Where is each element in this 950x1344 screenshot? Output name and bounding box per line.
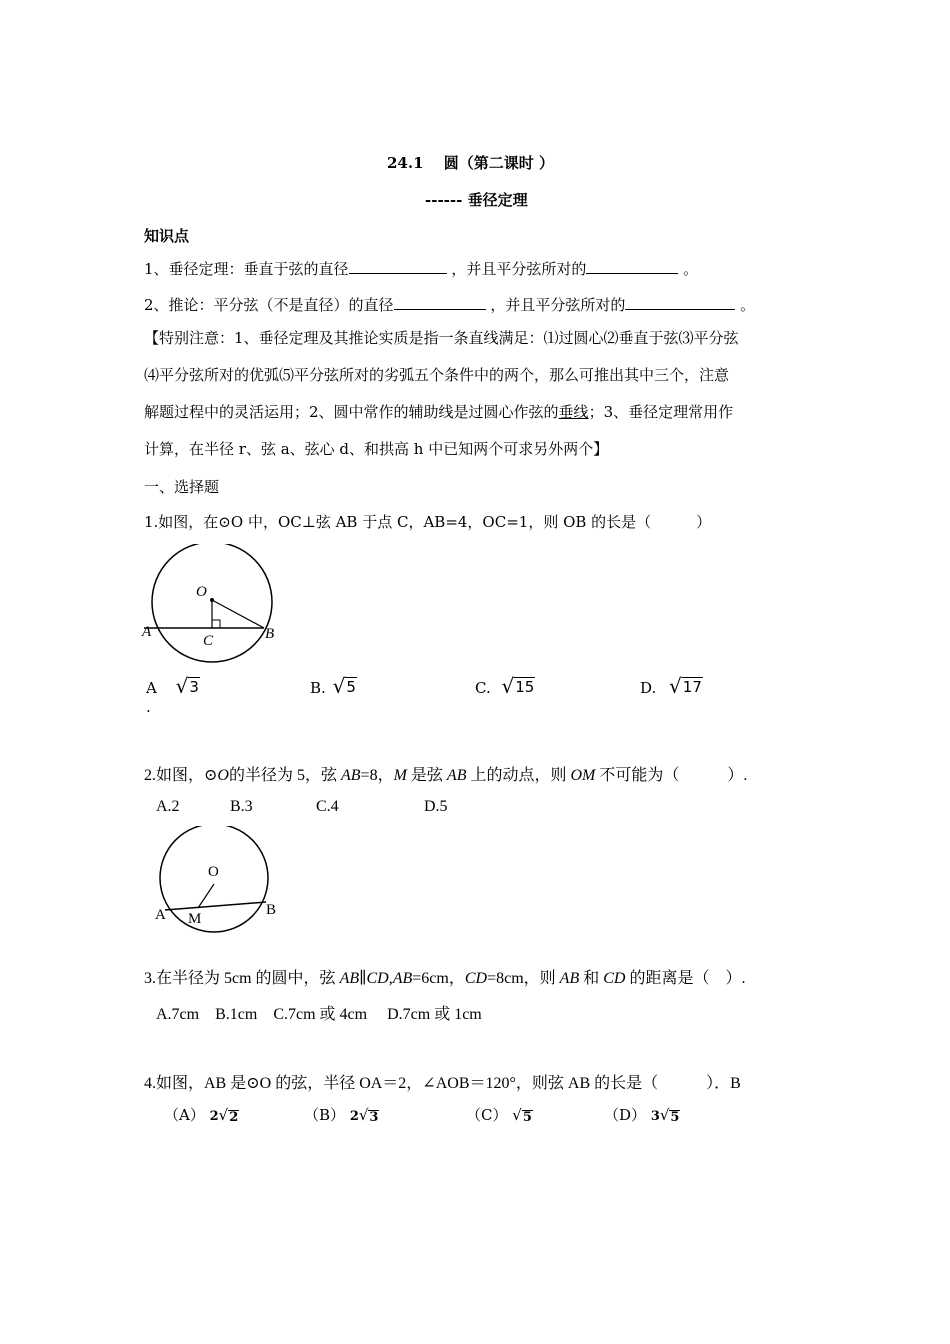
q2-label-b: B xyxy=(266,902,277,918)
q3-var-cd-2: CD xyxy=(603,970,626,987)
q4-option-b-sqrt: √ 3 xyxy=(358,1106,379,1125)
q4-option-d-coef: 3 xyxy=(650,1109,660,1124)
q4-option-b-label: （B） xyxy=(304,1106,346,1124)
q2-chord-ab xyxy=(165,902,266,910)
special-note xyxy=(144,320,808,468)
q2-text-4: 是弦 xyxy=(406,767,447,784)
q2-text-3: =8， xyxy=(360,767,394,784)
q1-option-d[interactable] xyxy=(640,676,703,697)
q4-option-c-radicand: 5 xyxy=(522,1110,532,1125)
q1-label-o: O xyxy=(196,584,207,600)
knowledge-heading: 知识点 xyxy=(144,227,190,245)
q4-option-b-coef: 2 xyxy=(349,1109,359,1124)
note-line-3-b: ；3、垂径定理常用作 xyxy=(588,403,734,421)
q1-option-a[interactable] xyxy=(146,676,200,697)
q2-var-ab-2: AB xyxy=(446,767,467,784)
q4-option-d-label: （D） xyxy=(604,1106,647,1124)
q1-right-angle xyxy=(212,620,220,628)
q1-stem: 1.如图，在⊙O 中，OC⊥弦 AB 于点 C，AB=4，OC=1，则 OB 的长是（ ） xyxy=(144,513,712,531)
q4-option-a-radicand: 2 xyxy=(229,1110,239,1125)
q3-text-5: 的距离是（ ）. xyxy=(625,970,746,987)
q1-option-a-sqrt: √ 3 xyxy=(175,674,199,698)
q1-trailing-dot: . xyxy=(146,698,151,716)
q2-label-o: O xyxy=(208,864,219,880)
q4-option-b[interactable] xyxy=(304,1104,379,1125)
page-title: 24.1 圆（第二课时 ） xyxy=(387,154,554,172)
note-line-1: 【特别注意：1、垂径定理及其推论实质是指一条直线满足：⑴过圆心⑵垂直于弦⑶平分弦 xyxy=(144,329,739,347)
q2-var-om: OM xyxy=(570,767,596,784)
q1-option-c-label: C. xyxy=(475,679,491,697)
q2-segment-om xyxy=(198,884,214,908)
q2-var-o: O xyxy=(217,767,229,784)
k1-blank-2[interactable] xyxy=(586,259,678,274)
q2-option-c[interactable]: C.4 xyxy=(316,798,339,815)
knowledge-item-1 xyxy=(144,258,698,279)
k1-blank-1[interactable] xyxy=(349,259,447,274)
q1-option-a-label: A xyxy=(146,679,157,697)
q4-option-c[interactable] xyxy=(466,1104,533,1125)
k2-mid: ，并且平分弦所对的 xyxy=(485,296,626,314)
q2-option-d[interactable]: D.5 xyxy=(424,798,448,815)
k1-end: 。 xyxy=(678,260,699,278)
q3-var-ab: AB xyxy=(392,970,413,987)
q3-stem xyxy=(144,965,745,988)
q4-option-d[interactable] xyxy=(604,1104,680,1125)
q4-option-a[interactable] xyxy=(164,1104,239,1125)
q3-var-ab-2: AB xyxy=(559,970,580,987)
q1-option-c-radicand: 15 xyxy=(515,678,535,696)
q4-stem: 4.如图，AB 是⊙O 的弦，半径 OA＝2，∠AOB＝120°，则弦 AB 的长是（ ）．B xyxy=(144,1075,741,1092)
q1-option-d-radicand: 17 xyxy=(682,678,702,696)
q1-option-b[interactable] xyxy=(310,676,357,697)
q2-var-m: M xyxy=(393,767,407,784)
page-subtitle: ------ 垂径定理 xyxy=(425,191,528,209)
k2-prefix: 2、推论：平分弦（不是直径）的直径 xyxy=(144,296,394,314)
note-line-3-underlined: 垂线 xyxy=(558,403,589,421)
q1-option-c[interactable] xyxy=(475,676,535,697)
q2-label-a: A xyxy=(155,907,166,923)
q2-var-ab: AB xyxy=(341,767,361,784)
k1-prefix: 1、垂径定理：垂直于弦的直径 xyxy=(144,260,349,278)
q1-label-c: C xyxy=(203,633,214,649)
q1-option-c-sqrt: √ 15 xyxy=(501,674,535,698)
q4-option-b-radicand: 3 xyxy=(369,1110,379,1125)
k2-end: 。 xyxy=(735,296,756,314)
q3-var-ab-parallel-cd: AB∥CD xyxy=(339,970,389,987)
q3-comma: , xyxy=(388,970,393,987)
q4-option-c-sqrt: √ 5 xyxy=(512,1106,532,1125)
q2-text-1: 2.如图，⊙ xyxy=(144,767,218,784)
q4-option-c-label: （C） xyxy=(466,1106,508,1124)
q1-label-a: A xyxy=(142,624,152,640)
note-line-4: 计算，在半径 r、弦 a、弦心 d、和拱高 h 中已知两个可求另外两个】 xyxy=(144,440,609,458)
q2-figure xyxy=(150,826,290,938)
k2-blank-2[interactable] xyxy=(625,295,735,310)
q4-option-a-coef: 2 xyxy=(209,1109,219,1124)
q2-stem xyxy=(144,762,747,785)
k2-blank-1[interactable] xyxy=(394,295,486,310)
q1-option-b-radicand: 5 xyxy=(346,678,356,696)
q4-option-d-radicand: 5 xyxy=(670,1110,680,1125)
k1-mid: ，并且平分弦所对的 xyxy=(446,260,587,278)
knowledge-item-2 xyxy=(144,294,755,315)
q3-var-cd: CD xyxy=(464,970,488,987)
q2-option-a[interactable]: A.2 xyxy=(156,798,180,815)
q3-text-2: =6cm， xyxy=(412,970,465,987)
q3-options[interactable]: A.7cm B.1cm C.7cm 或 4cm D.7cm 或 1cm xyxy=(156,1006,482,1023)
note-line-3-a: 解题过程中的灵活运用；2、圆中常作的辅助线是过圆心作弦的 xyxy=(144,403,559,421)
q2-option-b[interactable]: B.3 xyxy=(230,798,253,815)
q1-option-b-sqrt: √ 5 xyxy=(332,674,356,698)
q2-text-2: 的半径为 5，弦 xyxy=(228,767,341,784)
q1-label-b: B xyxy=(265,626,275,642)
q1-option-d-label: D. xyxy=(640,679,657,697)
q1-option-d-sqrt: √ 17 xyxy=(669,674,702,698)
q2-text-6: 不可能为（ ）. xyxy=(595,767,748,784)
q3-text-1: 3.在半径为 5cm 的圆中，弦 xyxy=(144,970,340,987)
note-line-3 xyxy=(144,394,808,431)
q1-figure xyxy=(140,544,280,666)
q3-text-4: 和 xyxy=(579,970,604,987)
q1-option-a-radicand: 3 xyxy=(189,678,199,696)
q4-option-a-sqrt: √ 2 xyxy=(218,1106,239,1125)
q1-option-b-label: B. xyxy=(310,679,326,697)
q1-center-dot xyxy=(210,598,214,602)
q2-text-5: 上的动点，则 xyxy=(466,767,571,784)
q2-label-m: M xyxy=(188,911,202,927)
choice-section-heading: 一、选择题 xyxy=(144,478,220,496)
q4-option-a-label: （A） xyxy=(164,1106,205,1124)
note-line-2: ⑷平分弦所对的优弧⑸平分弦所对的劣弧五个条件中的两个，那么可推出其中三个，注意 xyxy=(144,366,730,384)
q3-text-3: =8cm，则 xyxy=(487,970,560,987)
q4-option-d-sqrt: √ 5 xyxy=(659,1106,680,1125)
